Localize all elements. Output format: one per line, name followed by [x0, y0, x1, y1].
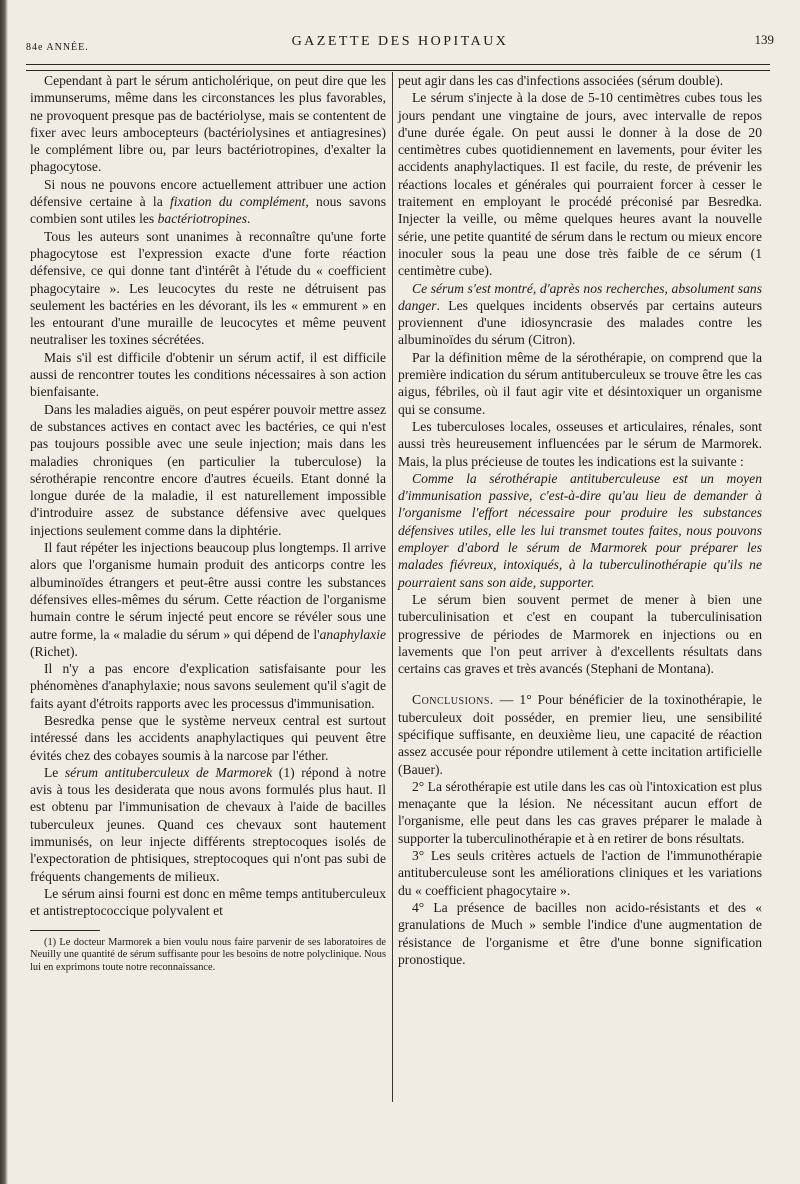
paragraph: Cependant à part le sérum anticholérique, on peut dire que les immunserums, même dans les circonstances les plus favorables, ne provoquent presque pas de bactériolyse, mais se contentent de fixer avec leurs ambocepteurs (bactériolysines et antiagresines) le complément libre ou, par leurs bactériotropines, d'exalter la phagocytose. [30, 73, 386, 175]
paragraph: Le sérum antituberculeux de Marmorek (1) répond à notre avis à tous les desiderata que nous avons formulés plus haut. Il est obtenu par l'immunisation de chevaux à l'aide de bacilles tuberculeux jeunes. Quand ces chevaux sont hautement immunisés, on leur injecte différents streptocoques isolés de l'expectoration de phtisiques, streptocoques qui n'ont pas subi de fréquents changements de milieux. [30, 764, 386, 884]
paragraph: Mais s'il est difficile d'obtenir un sérum actif, il est difficile aussi de rencontrer toutes les conditions nécessaires à son action bienfaisante. [30, 349, 386, 400]
header-rule [26, 64, 770, 65]
right-column [398, 72, 762, 968]
paragraph: Comme la sérothérapie antituberculeuse est un moyen d'immunisation passive, c'est-à-dire qu'au lieu de demander à l'organisme l'effort nécessaire pour produire les substances défensives utiles, elle les lui transmet toutes faites, nous pouvons employer d'abord le sérum de Marmorek pour préparer les malades fiévreux, intoxiqués, à la tuberculinothérapie qu'ils ne pourraient sans son aide, supporter. [398, 470, 762, 590]
footnote: (1) Le docteur Marmorek a bien voulu nous faire parvenir de ses laboratoires de Neuilly une quantité de sérum suffisante pour les besoins de notre polyclinique. Nous lui en exprimons toute notre reconnaissance. [30, 936, 386, 973]
header-rule-thin [26, 70, 770, 71]
column-divider [392, 72, 393, 1102]
paragraph: Par la définition même de la sérothérapie, on comprend que la première indication du sérum antituberculeux se trouve être les cas aigus, fébriles, où il faut agir vite et désintoxiquer un organisme qui se consume. [398, 349, 762, 417]
conclusions-heading: Conclusions. [412, 692, 494, 708]
paragraph: Il n'y a pas encore d'explication satisfaisante pour les phénomènes d'anaphylaxie; nous savons seulement qu'il s'agit de faits ayant d'étroits rapports avec les processus d'immunisation. [30, 661, 386, 711]
paragraph: Les tuberculoses locales, osseuses et articulaires, rénales, sont aussi très heureusement influencées par le sérum de Marmorek. Mais, la plus précieuse de toutes les indications est la suivante : [398, 418, 762, 469]
paragraph: Besredka pense que le système nerveux central est surtout intéressé dans les accidents anaphylactiques qui peuvent être évités chez des cobayes soumis à la narcose par l'éther. [30, 712, 386, 763]
footnote-rule [30, 930, 100, 931]
paragraph: 4° La présence de bacilles non acido-résistants et des « granulations de Much » semble l'indice d'une augmentation de résistance de l'organisme et être d'une bonne signification pronostique. [398, 899, 762, 967]
paragraph: Le sérum ainsi fourni est donc en même temps antituberculeux et antistreptococcique polyvalent et [30, 885, 386, 919]
page-header [26, 28, 774, 58]
paragraph: Si nous ne pouvons encore actuellement attribuer une action défensive certaine à la fixation du complément, nous savons combien sont utiles les bactériotropines. [30, 176, 386, 227]
paragraph: peut agir dans les cas d'infections associées (sérum double). [398, 73, 724, 88]
left-column [30, 72, 386, 974]
paragraph: Ce sérum s'est montré, d'après nos recherches, absolument sans danger. Les quelques incidents observés par certains auteurs proviennent d'une idiosyncrasie des malades contre les albuminoïdes du sérum (Citron). [398, 280, 762, 348]
year-label: 84e ANNÉE. [26, 42, 89, 53]
paragraph: Il faut répéter les injections beaucoup plus longtemps. Il arrive alors que l'organisme humain produit des anticorps contre les albuminoïdes étrangers et peut-être aussi contre les substances défensives elles-mêmes du sérum. Cette réaction de l'organisme humain contre le sérum injecté peut encore se révéler sous une autre forme, la « maladie du sérum » qui dépend de l'anaphylaxie (Richet). [30, 540, 386, 659]
page-binding-edge [0, 0, 8, 1184]
paragraph: 2° La sérothérapie est utile dans les cas où l'intoxication est plus menaçante que la lésion. Ne nécessitant aucun effort de l'organisme, elle peut dans les cas graves préparer le malade à supporter la tuberculinothérapie et à en retirer de bons résultats. [398, 778, 762, 846]
conclusions-paragraph: Conclusions. — 1° Pour bénéficier de la toxinothérapie, le tuberculeux doit posséder, en premier lieu, une sensibilité spécifique suffisante, en deuxième lieu, une capacité de réaction assez accusée pour répondre utilement à cette incitation artificielle (Bauer). [398, 692, 762, 777]
page-number: 139 [754, 32, 774, 47]
journal-title: GAZETTE DES HOPITAUX [291, 34, 509, 49]
paragraph: 3° Les seuls critères actuels de l'action de l'immunothérapie antituberculeuse sont les améliorations cliniques et les variations du « coefficient phagocytaire ». [398, 848, 762, 898]
paragraph: Tous les auteurs sont unanimes à reconnaître qu'une forte phagocytose est l'expression exacte d'une forte réaction défensive, ce qui donne tant d'intérêt à l'étude du « coefficient phagocytaire ». Les leucocytes du reste ne détruisent pas seulement les bactéries en les dévorant, ils les « emmurent » en les entourant d'une muraille de leucocytes et même peuvent neutraliser les toxines sécrétées. [30, 228, 386, 348]
paragraph: Le sérum s'injecte à la dose de 5-10 centimètres cubes tous les jours pendant une vingtaine de jours, avec intervalle de repos d'une durée égale. On peut aussi le donner à la dose de 20 centimètres cubes quotidiennement en lavements, pour éviter les accidents anaphylactiques. Il est facile, du reste, de prévenir les réactions locales et générales qui pourraient forcer à cesser le traitement en employant le procédé préconisé par Besredka. Injecter la veille, ou même quelques heures avant la nouvelle série, une petite quantité de sérum dans le rectum ou mieux encore inoculer sous la peau une dose très faible de ce sérum (1 centimètre cube). [398, 90, 762, 279]
paragraph: Dans les maladies aiguës, on peut espérer pouvoir mettre assez de substances actives en contact avec les bactéries, ce qui n'est pas toujours possible avec une seule injection; mais dans les maladies chroniques (en particulier la tuberculose) la sérothérapie rencontre encore d'autres écueils. Etant donné la longue durée de la maladie, il est naturellement impossible d'introduire assez de substance défensive avec quelques injections seulement comme dans la diphtérie. [30, 401, 386, 538]
paragraph: Le sérum bien souvent permet de mener à bien une tuberculinisation et c'est en coupant la tuberculinisation progressive de périodes de Marmorek en injections ou en lavements que l'on peut arriver à d'excellents résultats dans certains cas graves et très avancés (Stephani de Montana). [398, 591, 762, 677]
